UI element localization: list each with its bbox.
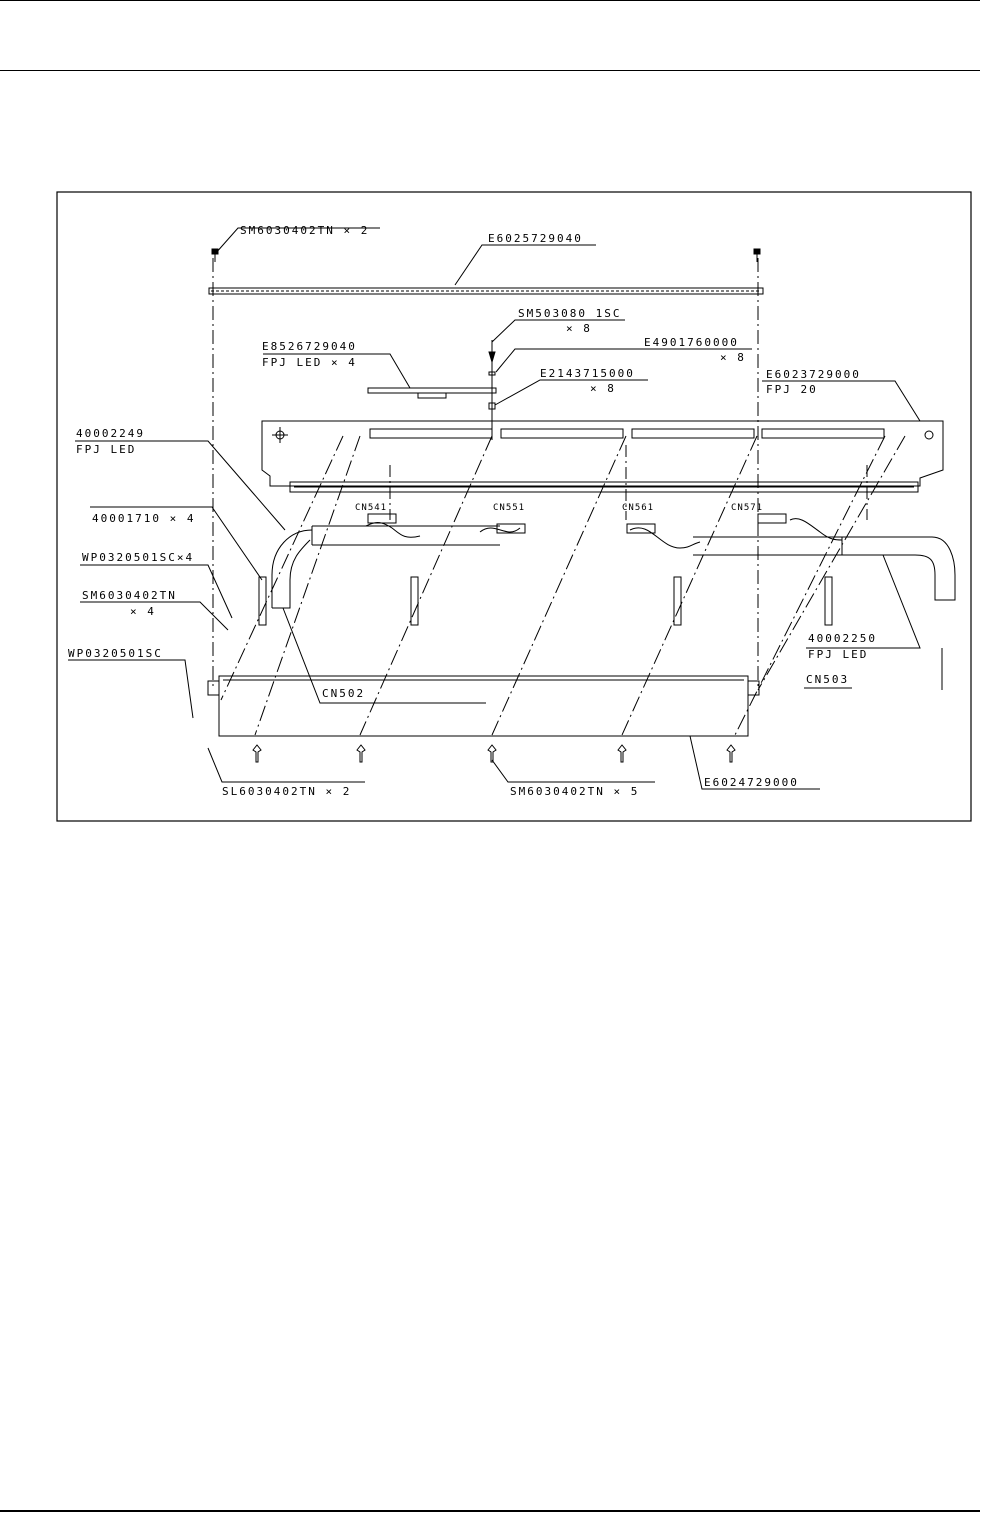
label-washer-screw: WP0320501SC×4: [82, 551, 195, 564]
label-part-e6023-sub: FPJ 20: [766, 383, 818, 396]
label-spacer: 40001710 × 4: [92, 512, 196, 525]
label-top-bar: E6025729040: [488, 232, 583, 245]
cable-harness-right: [630, 519, 955, 600]
label-part-e4901: E4901760000: [644, 336, 739, 349]
label-cn571: CN571: [731, 503, 764, 513]
label-screw-side-qty: × 4: [130, 605, 156, 618]
led-board-part: [368, 388, 496, 398]
label-screw-mid-a: SM503080 1SC: [518, 307, 622, 320]
cable-harness-left: [272, 523, 520, 609]
main-chassis-part: [262, 421, 943, 492]
label-part-e2143: E2143715000: [540, 367, 635, 380]
label-part-e4901-qty: × 8: [720, 351, 746, 364]
label-cn503: CN503: [806, 673, 850, 686]
bottom-frame-part: [208, 676, 759, 736]
label-harness-a-sub: FPJ LED: [76, 443, 137, 456]
top-bar-part: [209, 288, 763, 294]
bottom-screw-icons: [253, 745, 735, 762]
label-led-board-sub: FPJ LED × 4: [262, 356, 357, 369]
label-washer-single: WP0320501SC: [68, 647, 163, 660]
label-led-board: E8526729040: [262, 340, 357, 353]
label-part-e6023: E6023729000: [766, 368, 861, 381]
label-bottom-screw-mid: SM6030402TN × 5: [510, 785, 640, 798]
label-cn502: CN502: [322, 687, 366, 700]
top-screw-icon: [212, 249, 760, 262]
label-harness-b: 40002250: [808, 632, 877, 645]
screw-stack-icon: [489, 340, 495, 440]
label-bottom-screw-left: SL6030402TN × 2: [222, 785, 352, 798]
label-screw-side: SM6030402TN: [82, 589, 177, 602]
label-harness-b-sub: FPJ LED: [808, 648, 869, 661]
label-screw-mid-a-qty: × 8: [566, 322, 592, 335]
label-harness-a: 40002249: [76, 427, 145, 440]
label-part-e2143-qty: × 8: [590, 382, 616, 395]
label-bottom-frame: E6024729000: [704, 776, 799, 789]
label-cn561: CN561: [622, 503, 655, 513]
label-top-screw: SM6030402TN × 2: [240, 224, 370, 237]
label-cn541: CN541: [355, 503, 388, 513]
connector-blocks: [368, 514, 786, 533]
label-cn551: CN551: [493, 503, 526, 513]
standoff-spacers: [259, 577, 832, 625]
